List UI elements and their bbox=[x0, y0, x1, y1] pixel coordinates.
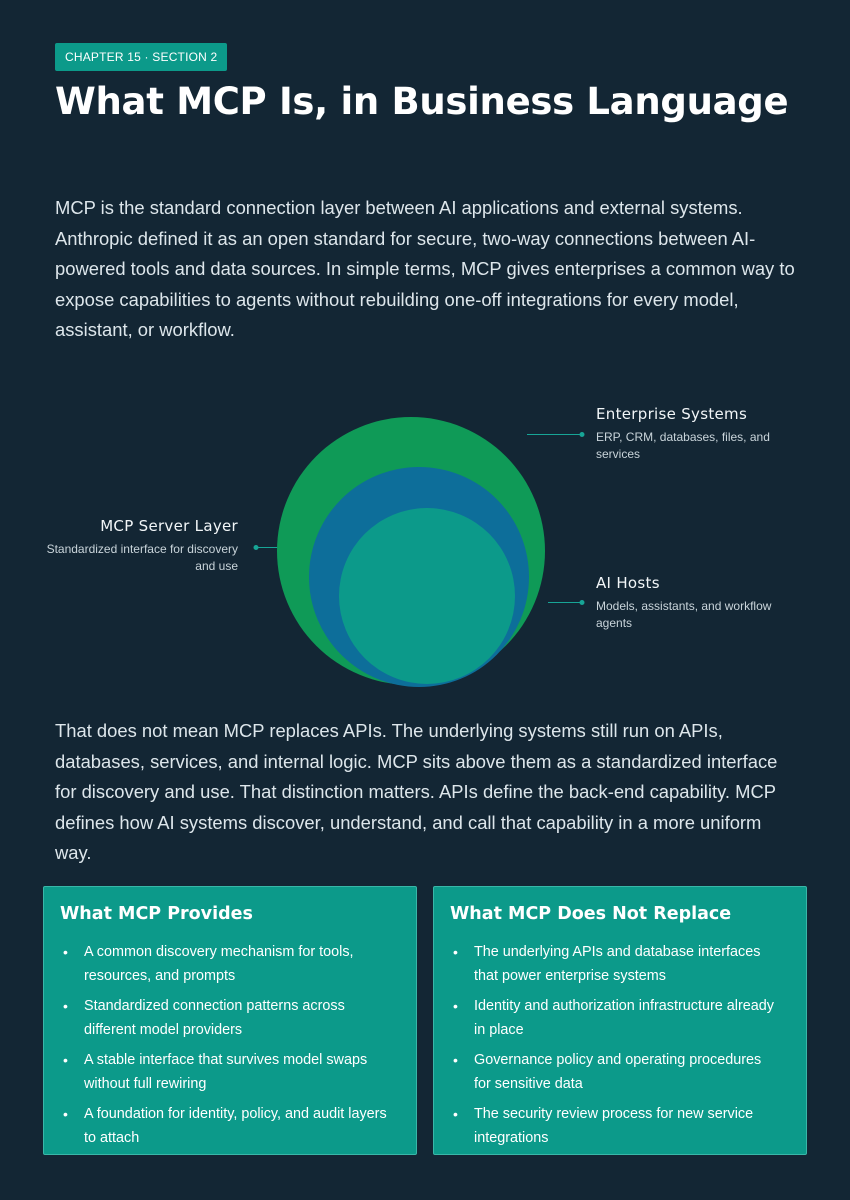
enterprise-systems-title: Enterprise Systems bbox=[596, 405, 748, 423]
list-item bbox=[450, 994, 780, 1042]
mcp-not-replace-title: What MCP Does Not Replace bbox=[450, 904, 732, 924]
chapter-tag: CHAPTER 15 · SECTION 2 bbox=[55, 43, 227, 71]
second-paragraph: That does not mean MCP replaces APIs. The underlying systems still run on APIs, databases, services, and internal logic. MCP sits above them as a standardized interface for discovery and use. That distinction matters. APIs define the back-end capability. MCP defines how AI systems discover, understand, and call that capability in a more uniform way. bbox=[55, 720, 778, 863]
bullet-icon: • bbox=[453, 944, 458, 960]
hosts-connector-dot bbox=[580, 600, 585, 605]
list-item-text: A foundation for identity, policy, and audit layers to attach bbox=[84, 1106, 387, 1146]
list-item bbox=[450, 1102, 780, 1150]
mcp-provides-box bbox=[43, 886, 417, 1155]
list-item-text: Governance policy and operating procedures for sensitive data bbox=[474, 1052, 762, 1092]
list-item bbox=[60, 940, 390, 988]
page-title: What MCP Is, in Business Language bbox=[55, 80, 789, 123]
ai-hosts-title: AI Hosts bbox=[596, 574, 660, 592]
mcp-provides-list bbox=[60, 940, 390, 1156]
list-item-text: A stable interface that survives model swaps without full rewiring bbox=[84, 1052, 368, 1092]
list-item-text: A common discovery mechanism for tools, resources, and prompts bbox=[84, 944, 354, 984]
bullet-icon: • bbox=[453, 1052, 458, 1068]
intro-paragraph: MCP is the standard connection layer between AI applications and external systems. Anthropic defined it as an open standard for secure, two-way connections between AI-powered tools and data sources. In simple terms, MCP gives enterprises a common way to expose capabilities to agents without rebuilding one-off integrations for every model, assistant, or workflow. bbox=[55, 197, 795, 340]
hosts-layer-circle bbox=[339, 508, 515, 684]
mcp-server-layer-desc: Standardized interface for discovery and use bbox=[46, 542, 238, 573]
ai-hosts-label bbox=[596, 573, 796, 632]
mcp-provides-title: What MCP Provides bbox=[60, 904, 253, 924]
list-item-text: Identity and authorization infrastructure already in place bbox=[474, 998, 774, 1038]
bullet-icon: • bbox=[63, 944, 68, 960]
mcp-not-replace-box bbox=[433, 886, 807, 1155]
ai-hosts-desc: Models, assistants, and workflow agents bbox=[596, 599, 772, 630]
nested-layers-diagram bbox=[0, 380, 850, 700]
bullet-icon: • bbox=[453, 1106, 458, 1122]
list-item bbox=[60, 994, 390, 1042]
mcp-not-replace-list bbox=[450, 940, 780, 1156]
enterprise-systems-label bbox=[596, 404, 796, 463]
list-item-text: Standardized connection patterns across different model providers bbox=[84, 998, 345, 1038]
enterprise-systems-desc: ERP, CRM, databases, files, and services bbox=[596, 430, 770, 461]
list-item-text: The underlying APIs and database interfaces that power enterprise systems bbox=[474, 944, 761, 984]
bullet-icon: • bbox=[63, 998, 68, 1014]
enterprise-connector-dot bbox=[580, 432, 585, 437]
list-item-text: The security review process for new service integrations bbox=[474, 1106, 754, 1146]
server-connector-dot bbox=[254, 545, 259, 550]
bullet-icon: • bbox=[63, 1052, 68, 1068]
mcp-server-layer-title: MCP Server Layer bbox=[100, 517, 238, 535]
bullet-icon: • bbox=[63, 1106, 68, 1122]
list-item bbox=[450, 940, 780, 988]
mcp-server-layer-label bbox=[40, 516, 238, 575]
list-item bbox=[60, 1048, 390, 1096]
bullet-icon: • bbox=[453, 998, 458, 1014]
list-item bbox=[450, 1048, 780, 1096]
list-item bbox=[60, 1102, 390, 1150]
